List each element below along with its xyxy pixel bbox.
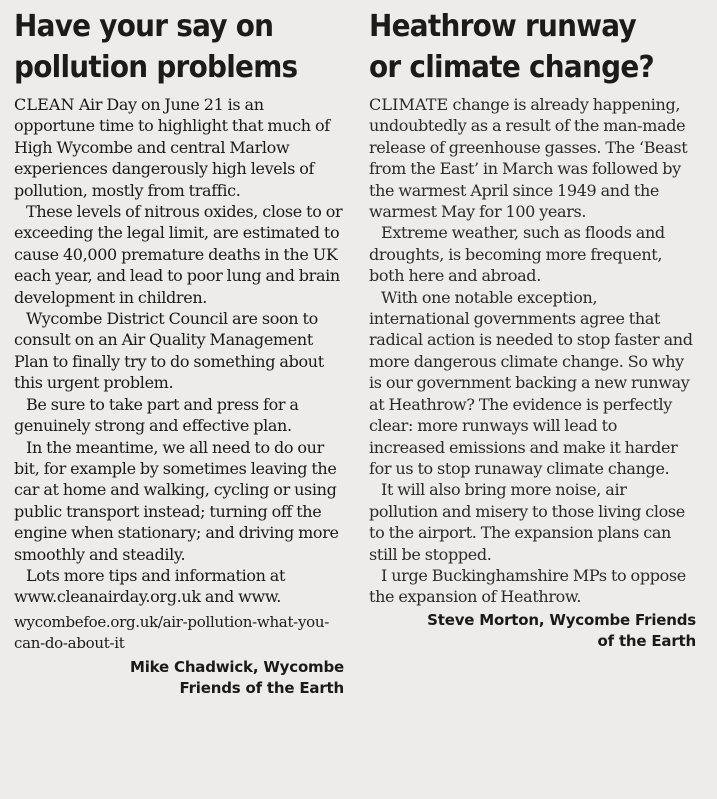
paragraph: Be sure to take part and press for a genuinely strong and effective plan. xyxy=(14,394,299,436)
letter-right xyxy=(369,6,696,652)
paragraph: It will also bring more noise, air pollution and misery to those living close to the airport. The expansion plans can still be stopped. xyxy=(369,480,685,564)
paragraph-text: change is already happening, undoubtedly as a result of the man-made release of greenhouse gasses. The ‘Beast from the East’ in March was followed by the warmest April since 1949 and the warmest May for 100 years. xyxy=(369,95,688,222)
paragraph-text: Air Day on June 21 is an opportune time to highlight that much of High Wycombe and central Marlow experiences dangerously high levels of pollution, mostly from traffic. xyxy=(14,95,330,200)
paragraph: Extreme weather, such as floods and droughts, is becoming more frequent, both here and abroad. xyxy=(369,223,665,286)
paragraph: These levels of nitrous oxides, close to or exceeding the legal limit, are estimated to cause 40,000 premature deaths in the UK each year, and lead to poor lung and brain development in children. xyxy=(14,202,343,307)
lead-caps: CLIMATE xyxy=(369,95,449,114)
letter-left xyxy=(14,6,344,699)
letter-right-body xyxy=(369,94,696,652)
signature-left-line1: Mike Chadwick, Wycombe xyxy=(129,657,344,676)
column-divider xyxy=(354,10,355,780)
headline-left-line2: pollution problems xyxy=(14,50,298,85)
paragraph: In the meantime, we all need to do our bit, for example by sometimes leaving the car at home and walking, cycling or using public transport instead; turning off the engine when stationary; and driving more smoothly and steadily. xyxy=(14,437,339,564)
signature-right-line2: of the Earth xyxy=(597,631,696,650)
headline-right xyxy=(369,6,673,88)
lead-caps: CLEAN xyxy=(14,95,75,114)
url-text: wycombefoe.org.uk/air-pollution-what-you-can-do-about-it xyxy=(14,612,329,652)
letter-left-body xyxy=(14,94,344,699)
paragraph: With one notable exception, international governments agree that radical action is needed to stop faster and more dangerous climate change. So why is our government backing a new runway at Heathrow? The evidence is perfectly clear: more runways will lead to increased emissions and make it harder for us to stop runaway climate change. xyxy=(369,287,693,478)
signature-right xyxy=(369,610,696,652)
paragraph: Lots more tips and information at www.cleanairday.org.uk and www. xyxy=(14,565,286,607)
paragraph: Wycombe District Council are soon to consult on an Air Quality Management Plan to finally try to do something about this urgent problem. xyxy=(14,309,324,393)
headline-left-line1: Have your say on xyxy=(14,9,274,44)
signature-left-line2: Friends of the Earth xyxy=(179,678,344,697)
paragraph: I urge Buckinghamshire MPs to oppose the expansion of Heathrow. xyxy=(369,565,686,607)
headline-right-line2: or climate change? xyxy=(369,50,654,85)
headline-left xyxy=(14,6,321,88)
paragraph xyxy=(14,94,344,201)
headline-right-line1: Heathrow runway xyxy=(369,9,636,44)
signature-right-line1: Steve Morton, Wycombe Friends xyxy=(427,610,696,629)
paragraph xyxy=(369,94,696,222)
signature-left xyxy=(14,657,344,699)
